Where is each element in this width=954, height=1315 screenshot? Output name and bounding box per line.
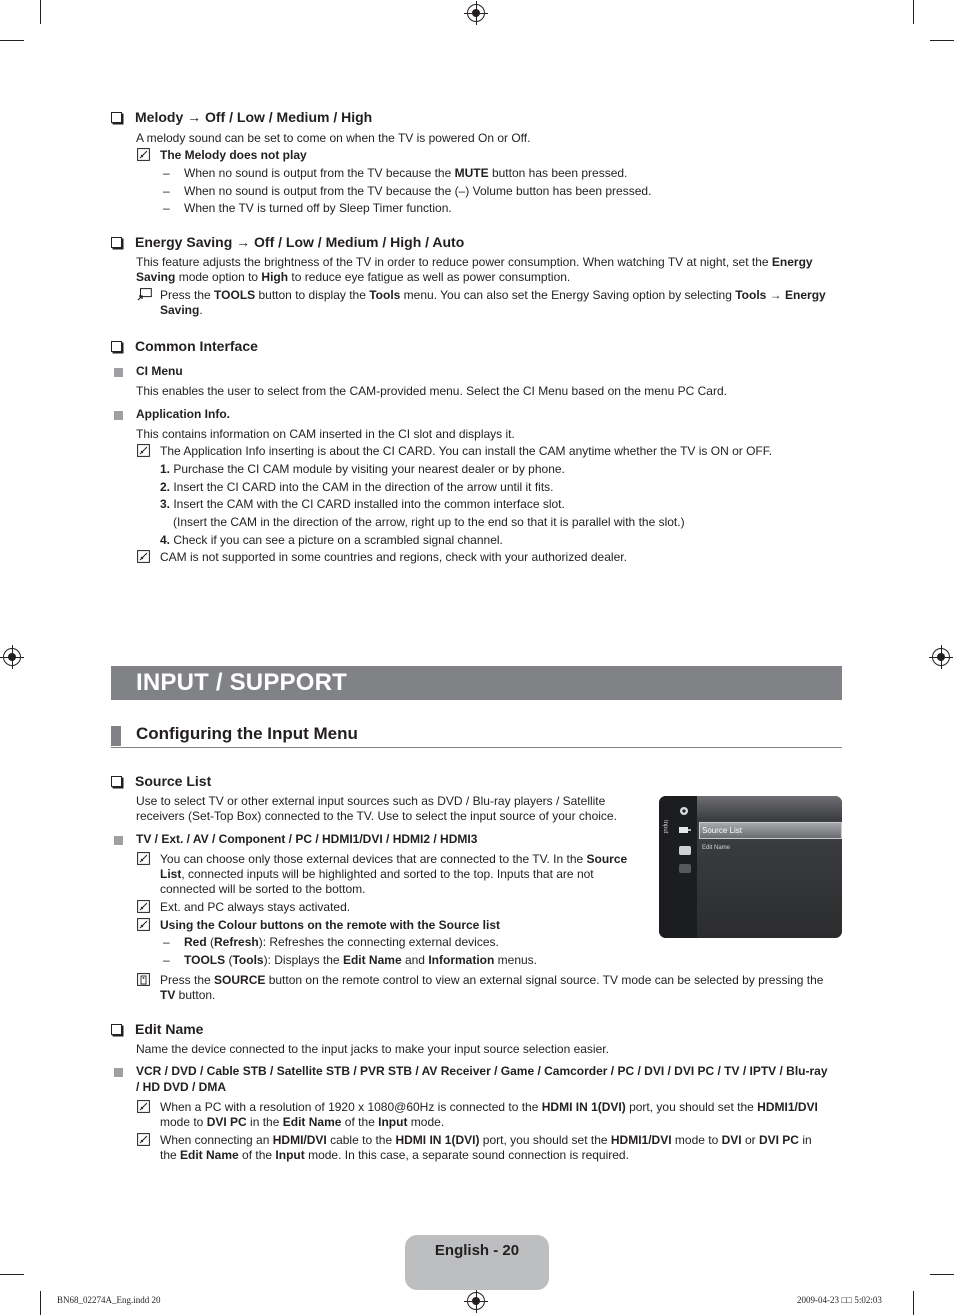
checkbox-bullet-icon [111, 341, 122, 352]
note-icon [137, 444, 150, 457]
dash-bullet: – [163, 201, 170, 215]
support-icon [679, 864, 691, 873]
square-bullet-icon [114, 368, 123, 377]
application-info-note: The Application Info inserting is about the CI CARD. You can install the CAM anytime whether the TV is ON or OFF. [160, 444, 773, 458]
osd-sidebar [659, 796, 697, 938]
registration-mark-icon [467, 4, 485, 22]
crop-mark [40, 1291, 41, 1315]
source-inputs-label: TV / Ext. / AV / Component / PC / HDMI1/DVI / HDMI2 / HDMI3 [136, 832, 478, 846]
registration-mark-icon [467, 1292, 485, 1310]
note-icon [137, 852, 150, 865]
crop-mark [913, 1291, 914, 1315]
remote-icon [137, 973, 150, 986]
registration-mark-icon [932, 648, 950, 666]
ci-step: 4. Check if you can see a picture on a scrambled signal channel. [160, 533, 503, 547]
square-bullet-icon [114, 836, 123, 845]
common-interface-heading: Common Interface [111, 338, 258, 355]
subsection-underline [111, 747, 842, 748]
device-list-line: / HD DVD / DMA [136, 1080, 226, 1094]
osd-selected-item: Source List [699, 822, 842, 839]
date-slug: 2009-04-23 □□ 5:02:03 [797, 1295, 882, 1305]
ci-menu-description: This enables the user to select from the CAM-provided menu. Select the CI Menu based on the menu PC Card. [136, 384, 727, 398]
energy-saving-heading: Energy Saving → Off / Low / Medium / High / Auto [111, 234, 464, 251]
file-slug: BN68_02274A_Eng.indd 20 [57, 1295, 161, 1305]
crop-mark [0, 40, 24, 41]
edit-name-note-line: the Edit Name of the Input mode. In this case, a separate sound connection is required. [160, 1148, 629, 1162]
crop-mark [40, 0, 41, 24]
checkbox-bullet-icon [111, 1024, 122, 1035]
energy-tools-note: Press the TOOLS button to display the Tools menu. You can also set the Energy Saving option by selecting Tools → Energy [160, 288, 826, 302]
crop-mark [930, 40, 954, 41]
edit-name-note-line: When a PC with a resolution of 1920 x 1080@60Hz is connected to the HDMI IN 1(DVI) port, you should set the HDMI1/DVI [160, 1100, 818, 1114]
square-bullet-icon [114, 411, 123, 420]
melody-bullet: When no sound is output from the TV because the (–) Volume button has been pressed. [184, 184, 652, 198]
source-description-line: Use to select TV or other external input sources such as DVD / Blu-ray players / Satellite [136, 794, 606, 808]
note-icon [137, 918, 150, 931]
edit-name-description: Name the device connected to the input jacks to make your input source selection easier. [136, 1042, 609, 1056]
melody-heading: Melody → Off / Low / Medium / High [111, 109, 372, 126]
colour-button-item: TOOLS (Tools): Displays the Edit Name and Information menus. [184, 953, 538, 967]
note-icon [137, 148, 150, 161]
dash-bullet: – [163, 184, 170, 198]
edit-name-heading: Edit Name [111, 1021, 203, 1038]
osd-menu-item: Edit Name [702, 845, 731, 851]
osd-vertical-label: Input [662, 820, 668, 834]
setup-icon [678, 805, 690, 817]
section-title: INPUT / SUPPORT [136, 669, 348, 696]
melody-bullet: When no sound is output from the TV because the MUTE button has been pressed. [184, 166, 628, 180]
application-info-description: This contains information on CAM inserted in the CI slot and displays it. [136, 427, 515, 441]
page-number-tab [405, 1235, 549, 1290]
square-bullet-icon [114, 1068, 123, 1077]
checkbox-bullet-icon [111, 237, 122, 248]
source-list-heading: Source List [111, 773, 211, 790]
checkbox-bullet-icon [111, 112, 122, 123]
colour-buttons-note: Using the Colour buttons on the remote with the Source list [160, 918, 501, 932]
cam-note: CAM is not supported in some countries and regions, check with your authorized dealer. [160, 550, 627, 564]
ci-step: 2. Insert the CI CARD into the CAM in the direction of the arrow until it fits. [160, 480, 554, 494]
energy-description-line: Saving mode option to High to reduce eye fatigue as well as power consumption. [136, 270, 571, 284]
registration-mark-icon [3, 648, 21, 666]
note-icon [137, 900, 150, 913]
ci-step: (Insert the CAM in the direction of the arrow, right up to the end so that it is parallel with the slot.) [173, 515, 685, 529]
source-press-note: Press the SOURCE button on the remote control to view an external signal source. TV mode can be selected by pressing the [160, 973, 824, 987]
edit-name-note-line: When connecting an HDMI/DVI cable to the HDMI IN 1(DVI) port, you should set the HDMI1/DVI mode to DVI or DVI PC in [160, 1133, 812, 1147]
ci-step: 3. Insert the CAM with the CI CARD installed into the common interface slot. [160, 497, 565, 511]
dash-bullet: – [163, 935, 170, 949]
note-icon [137, 1100, 150, 1113]
ci-menu-label: CI Menu [136, 364, 183, 378]
melody-bullet: When the TV is turned off by Sleep Timer function. [184, 201, 452, 215]
crop-mark [0, 1274, 24, 1275]
source-description-line: receivers (Set-Top Box) connected to the TV. Use to select the input source of your choice. [136, 809, 617, 823]
energy-tools-note: Saving. [160, 303, 203, 317]
crop-mark [913, 0, 914, 24]
subsection-title: Configuring the Input Menu [136, 724, 358, 743]
edit-name-note-line: mode to DVI PC in the Edit Name of the Input mode. [160, 1115, 445, 1129]
source-note-line: connected will be sorted to the bottom. [160, 882, 366, 896]
section-title-band [111, 666, 842, 700]
note-icon [137, 550, 150, 563]
subsection-marker [111, 726, 121, 746]
crop-mark [930, 1274, 954, 1275]
melody-note-title: The Melody does not play [160, 148, 307, 162]
application-info-label: Application Info. [136, 407, 230, 421]
ci-step: 1. Purchase the CI CAM module by visiting your nearest dealer or by phone. [160, 462, 565, 476]
source-note-line: List, connected inputs will be highlighted and sorted to the top. Inputs that are not [160, 867, 594, 881]
melody-description: A melody sound can be set to come on when the TV is powered On or Off. [136, 131, 531, 145]
picture-icon [679, 846, 691, 855]
note-icon [137, 1133, 150, 1146]
tools-icon [137, 288, 152, 301]
source-note-line: You can choose only those external devices that are connected to the TV. In the Source [160, 852, 628, 866]
input-icon [677, 825, 691, 835]
checkbox-bullet-icon [111, 776, 122, 787]
input-menu-screenshot [659, 796, 842, 938]
page-number: English - 20 [434, 1242, 520, 1259]
source-note-line: Ext. and PC always stays activated. [160, 900, 351, 914]
dash-bullet: – [163, 953, 170, 967]
device-list-line: VCR / DVD / Cable STB / Satellite STB / PVR STB / AV Receiver / Game / Camcorder / PC / DVI / DVI PC / TV / IPTV / Blu-ray [136, 1064, 828, 1078]
energy-description-line: This feature adjusts the brightness of the TV in order to reduce power consumption. When watching TV at night, set the Energy [136, 255, 813, 269]
dash-bullet: – [163, 166, 170, 180]
colour-button-item: Red (Refresh): Refreshes the connecting external devices. [184, 935, 499, 949]
source-press-note: TV button. [160, 988, 216, 1002]
